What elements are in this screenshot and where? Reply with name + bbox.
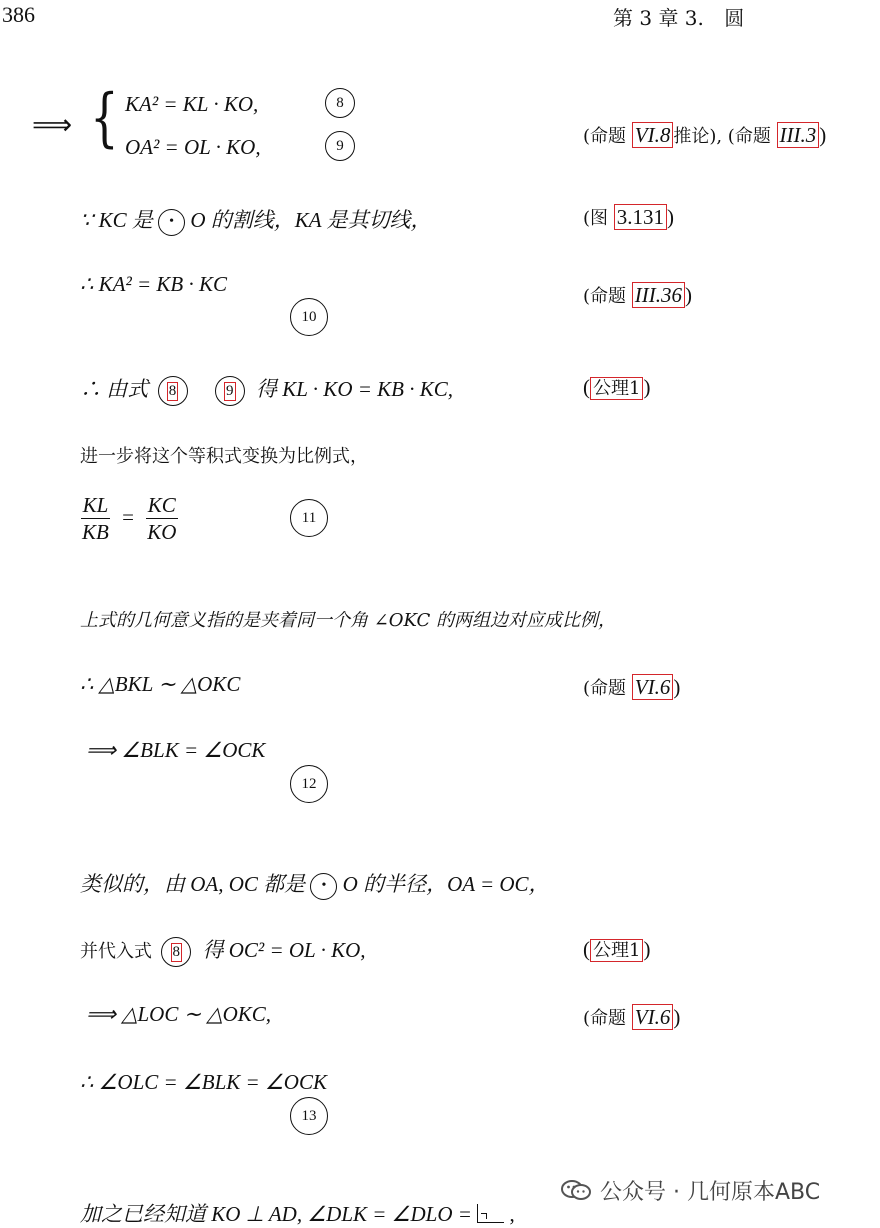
line-from-eqs: ∴ 由式 8 9 得 KL · KO = KB · KC,: [80, 373, 453, 406]
eq-label-10: 10: [290, 298, 328, 336]
line-ka-kb-kc: ∴ KA² = KB · KC: [80, 272, 228, 296]
ref-line-3: (命题 III.36 ): [583, 283, 692, 307]
implies-arrow: ⟹: [32, 110, 73, 141]
ref-line-1: (命题 VI.8 推论), (命题 III.3 ): [583, 123, 827, 147]
right-angle-icon: [477, 1204, 504, 1223]
eq-label-12: 12: [290, 765, 328, 803]
chapter-title: 圆: [724, 6, 745, 30]
line-secant: ∵ KC 是 • O 的割线，KA 是其切线，: [80, 204, 432, 236]
page-number: 386: [2, 2, 35, 27]
eq-ref-8[interactable]: 8: [158, 376, 188, 406]
line-angles-equal: ∴ ∠OLC = ∠BLK = ∠OCK: [80, 1070, 327, 1094]
ref-line-2: (图 3.131 ): [583, 205, 674, 229]
chapter-heading: [613, 2, 744, 31]
ref-line-7: (命题 VI.6 ): [583, 675, 681, 699]
ref-figure-link[interactable]: 3.131: [614, 204, 667, 230]
ref-prop-iii3-link[interactable]: III.3: [777, 122, 820, 148]
ref-line-11: (命题 VI.6 ): [583, 1005, 681, 1029]
circle-dot-icon: •: [158, 209, 185, 236]
chapter-label: 第 3 章 3.: [613, 6, 704, 30]
ref-prop-vi8-link[interactable]: VI.8: [632, 122, 674, 148]
eq-label-9: 9: [325, 131, 355, 161]
ref-line-4: ( 公理1 ): [583, 375, 651, 399]
equation-oa-squared: OA² = OL · KO,: [125, 135, 261, 159]
line-transform: 进一步将这个等积式变换为比例式，: [80, 446, 368, 467]
ref-prop-iii36-link[interactable]: III.36: [632, 282, 685, 308]
line-geometric-meaning: 上式的几何意义指的是夹着同一个角 ∠OKC 的两组边对应成比例，: [80, 610, 617, 631]
ref-prop-vi6-link-2[interactable]: VI.6: [632, 1004, 674, 1030]
ref-axiom1-link[interactable]: 公理1: [590, 377, 643, 400]
eq-label-11: 11: [290, 499, 328, 537]
ratio-equation: $\frac{KL}{KB}$ = $\frac{KC}{KO}$: [82, 493, 177, 545]
line-radii: 类似的，由 OA, OC 都是 • O 的半径，OA = OC，: [80, 868, 550, 900]
line-similar-triangles: ∴ △BKL ∼ △OKC: [80, 672, 241, 696]
wechat-icon: [560, 1179, 592, 1201]
eq-label-8: 8: [325, 88, 355, 118]
fraction-kc-ko: $\frac{KC}{KO}$: [147, 493, 177, 545]
ref-line-10: ( 公理1 ): [583, 937, 651, 961]
circle-dot-icon-2: •: [310, 873, 337, 900]
ref-prop-vi6-link[interactable]: VI.6: [632, 674, 674, 700]
ref-axiom1-link-2[interactable]: 公理1: [590, 939, 643, 962]
line-substitute: 并代入式 8 得 OC² = OL · KO,: [80, 934, 366, 967]
equation-ka-squared: KA² = KL · KO,: [125, 92, 259, 116]
line-perpendicular: 加之已经知道 KO ⊥ AD, ∠DLK = ∠DLO = ,: [80, 1202, 515, 1226]
eq-label-13: 13: [290, 1097, 328, 1135]
line-loc-okc: ⟹ △LOC ∼ △OKC,: [86, 1002, 272, 1026]
fraction-kl-kb: $\frac{KL}{KB}$: [82, 493, 109, 545]
watermark-text: 公众号 · 几何原本ABC: [600, 1179, 821, 1205]
line-angle-blk: ⟹ ∠BLK = ∠OCK: [86, 738, 266, 762]
wechat-watermark: [560, 1170, 820, 1210]
eq-ref-9[interactable]: 9: [215, 376, 245, 406]
eq-ref-8b[interactable]: 8: [161, 937, 191, 967]
left-brace: {: [90, 81, 119, 155]
